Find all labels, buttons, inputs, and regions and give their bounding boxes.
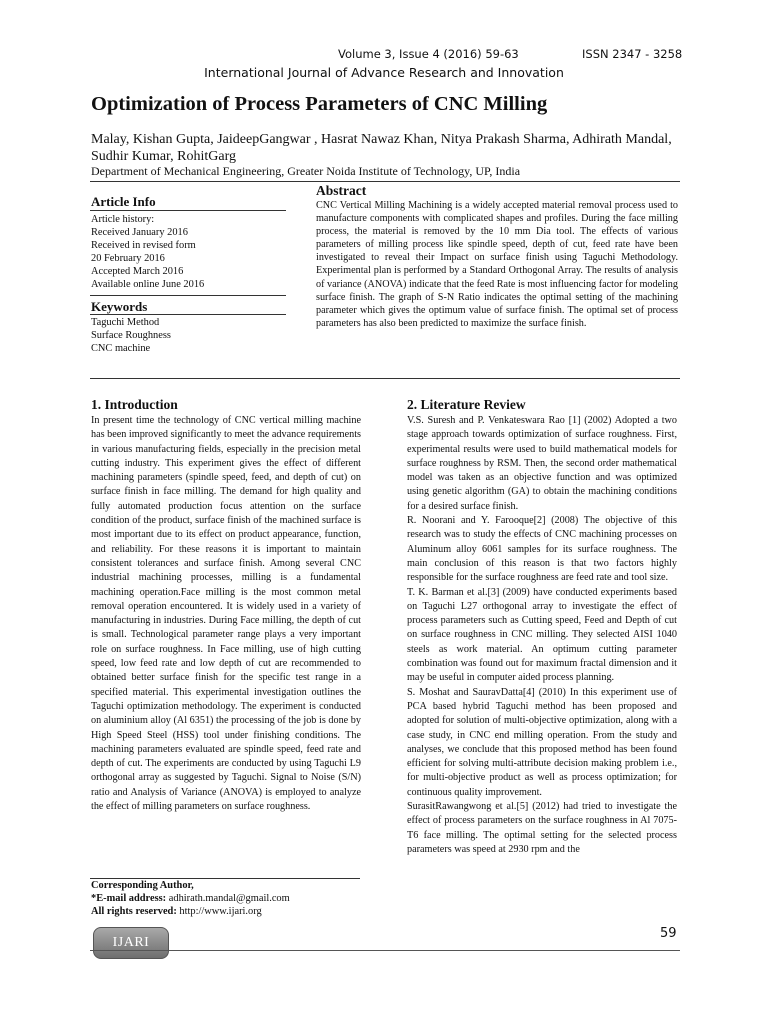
correspondence-label: Corresponding Author,: [91, 880, 194, 891]
keyword-item: Taguchi Method: [91, 317, 160, 328]
divider-top: [90, 181, 680, 182]
email-label: *E-mail address:: [91, 893, 167, 904]
paper-title: Optimization of Process Parameters of CNC Milling: [91, 93, 548, 115]
keywords-rule: [90, 314, 286, 315]
literature-paragraph: T. K. Barman et al.[3] (2009) have conducted experiments based on Taguchi L27 orthogonal array to investigate the effect of process parameters such as Cutting speed, Feed and Depth of cut on surface roughness in CNC milling. They selected AISI 1040 steels as work material. An optimum cutting parameter combination was found out for maximum fractal dimension and it may be useful in computer aided process planning.: [407, 586, 677, 684]
affiliation: Department of Mechanical Engineering, Greater Noida Institute of Technology, UP, India: [91, 164, 521, 178]
introduction-body: In present time the technology of CNC vertical milling machine has been improved significantly to meet the advance requirements in various manufacturing fields, especially in the precision metal cutting industry. This experiment gives the effect of different machining parameters (spindle speed, feed, and depth of cut) on surface finish in face milling. The demand for high quality and fully automated production focus attention on the surface condition of the product, surface finish of the machined surface is most important due to its effect on product appearance, function, and reliability. For these reasons it is important to maintain consistent tolerances and surface finish. Among several CNC industrial machining processes, milling is a fundamental machining operation.Face milling is the most common metal removal operation encountered. It is widely used in a variety of manufacturing in industries. During Face milling, the depth of cut is small. Technological parameter range plays a very important role on surface roughness. In Face milling, use of high cutting speed, low feed rate and low depth of cut are recommended to obtained better surface finish for the specific test range in a specified material. This experimental investigation outlines the Taguchi optimization methodology. The experiment is conducted on aluminium alloy (Al 6351) the processing of the job is done by High Speed Steel (HSS) tool under finishing conditions. The machining parameters evaluated are spindle speed, feed rate and depth of cut. The experiments are conducted by using Taguchi L9 orthogonal array as suggested by Taguchi. Signal to Noise (S/N) ratio and Analysis of Variance (ANOVA) is employed to analyze the effect of milling parameters on surface roughness.: [91, 415, 361, 813]
literature-paragraph: SurasitRawangwong et al.[5] (2012) had tried to investigate the effect of process parameters on the surface roughness in Al 7075-T6 face milling. The optimal setting for the selected process parameters was speed at 2930 rpm and the: [407, 801, 677, 855]
footer-rule: [90, 950, 680, 951]
abstract-heading: Abstract: [316, 183, 367, 198]
badge-label: IJARI: [112, 935, 150, 950]
abstract-body: CNC Vertical Milling Machining is a widely accepted material removal process used to manufacture components with complicated shapes and profiles. During the face milling process, the material is removed by the 10 mm Dia tool. The effects of various parameters of milling process like spindle speed, depth of cut, feed rate have been investigated to reveal their Impact on surface finish using Taguchi Methodology. Experimental plan is performed by a Standard Orthogonal Array. The results of analysis of variance (ANOVA) indicate that the feed Rate is most influencing factor for modeling surface finish. The graph of S-N Ratio indicates the optimal setting of the machining parameter which gives the optimum value of surface finish. The optimal set of process parameters has also been predicted to maximize the surface finish.: [316, 200, 678, 329]
email-address[interactable]: adhirath.mandal@gmail.com: [168, 893, 290, 904]
article-history-line: Received in revised form: [91, 240, 196, 252]
keywords-heading: Keywords: [91, 299, 148, 314]
volume-issue: Volume 3, Issue 4 (2016) 59-63: [338, 47, 519, 61]
article-history-line: Received January 2016: [91, 227, 188, 239]
keyword-item: CNC machine: [91, 343, 151, 355]
issn: ISSN 2347 - 3258: [582, 47, 683, 61]
literature-heading: 2. Literature Review: [407, 397, 526, 412]
article-history: [91, 213, 204, 292]
correspondence-block: [91, 879, 361, 918]
article-history-line: Article history:: [91, 214, 155, 225]
article-history-line: 20 February 2016: [91, 253, 165, 265]
article-history-line: Available online June 2016: [91, 279, 205, 291]
author-list: Malay, Kishan Gupta, JaideepGangwar , Hasrat Nawaz Khan, Nitya Prakash Sharma, Adhirath Mandal, Sudhir Kumar, RohitGarg: [91, 132, 672, 164]
article-info-bottom-rule: [90, 295, 286, 296]
page-number: 59: [660, 926, 677, 941]
divider-bottom: [90, 378, 680, 379]
literature-paragraph: V.S. Suresh and P. Venkateswara Rao [1] (2002) Adopted a two stage approach towards optimization of surface roughness. First, experimental results were used to build mathematical models for surface roughness by RSM. Then, the second order mathematical model was taken as an objective function and was optimized using genetic algorithm (GA) to obtain the machining conditions for a desired surface finish.: [407, 415, 677, 512]
journal-name: International Journal of Advance Research and Innovation: [204, 65, 564, 80]
article-history-line: Accepted March 2016: [91, 266, 184, 278]
journal-url[interactable]: http://www.ijari.org: [179, 906, 262, 917]
rights-label: All rights reserved:: [91, 906, 177, 917]
article-info-heading: Article Info: [91, 194, 156, 209]
ijari-badge: [93, 927, 169, 959]
introduction-heading: 1. Introduction: [91, 397, 178, 412]
keywords-list: [91, 316, 171, 355]
literature-body: [407, 414, 677, 857]
literature-paragraph: R. Noorani and Y. Farooque[2] (2008) The objective of this research was to study the effects of CNC machining processes on Aluminum alloy 6061 samples for its surface roughness. The main conclusion of this reason is that two factors highly responsible for the surface roughness are feed rate and tool size.: [407, 515, 677, 584]
literature-paragraph: S. Moshat and SauravDatta[4] (2010) In this experiment use of PCA based hybrid Taguchi method has been proposed and adopted for solution of multi-objective optimization, along with a case study, in CNC end milling operation. From the study and analyses, we conclude that this proposed method has been found efficient for solving multi-attribute decision making problem i.e., for multi-objective product as well as process optimization; for continuous quality improvement.: [407, 686, 677, 798]
keyword-item: Surface Roughness: [91, 330, 171, 342]
article-info-rule: [90, 210, 286, 211]
